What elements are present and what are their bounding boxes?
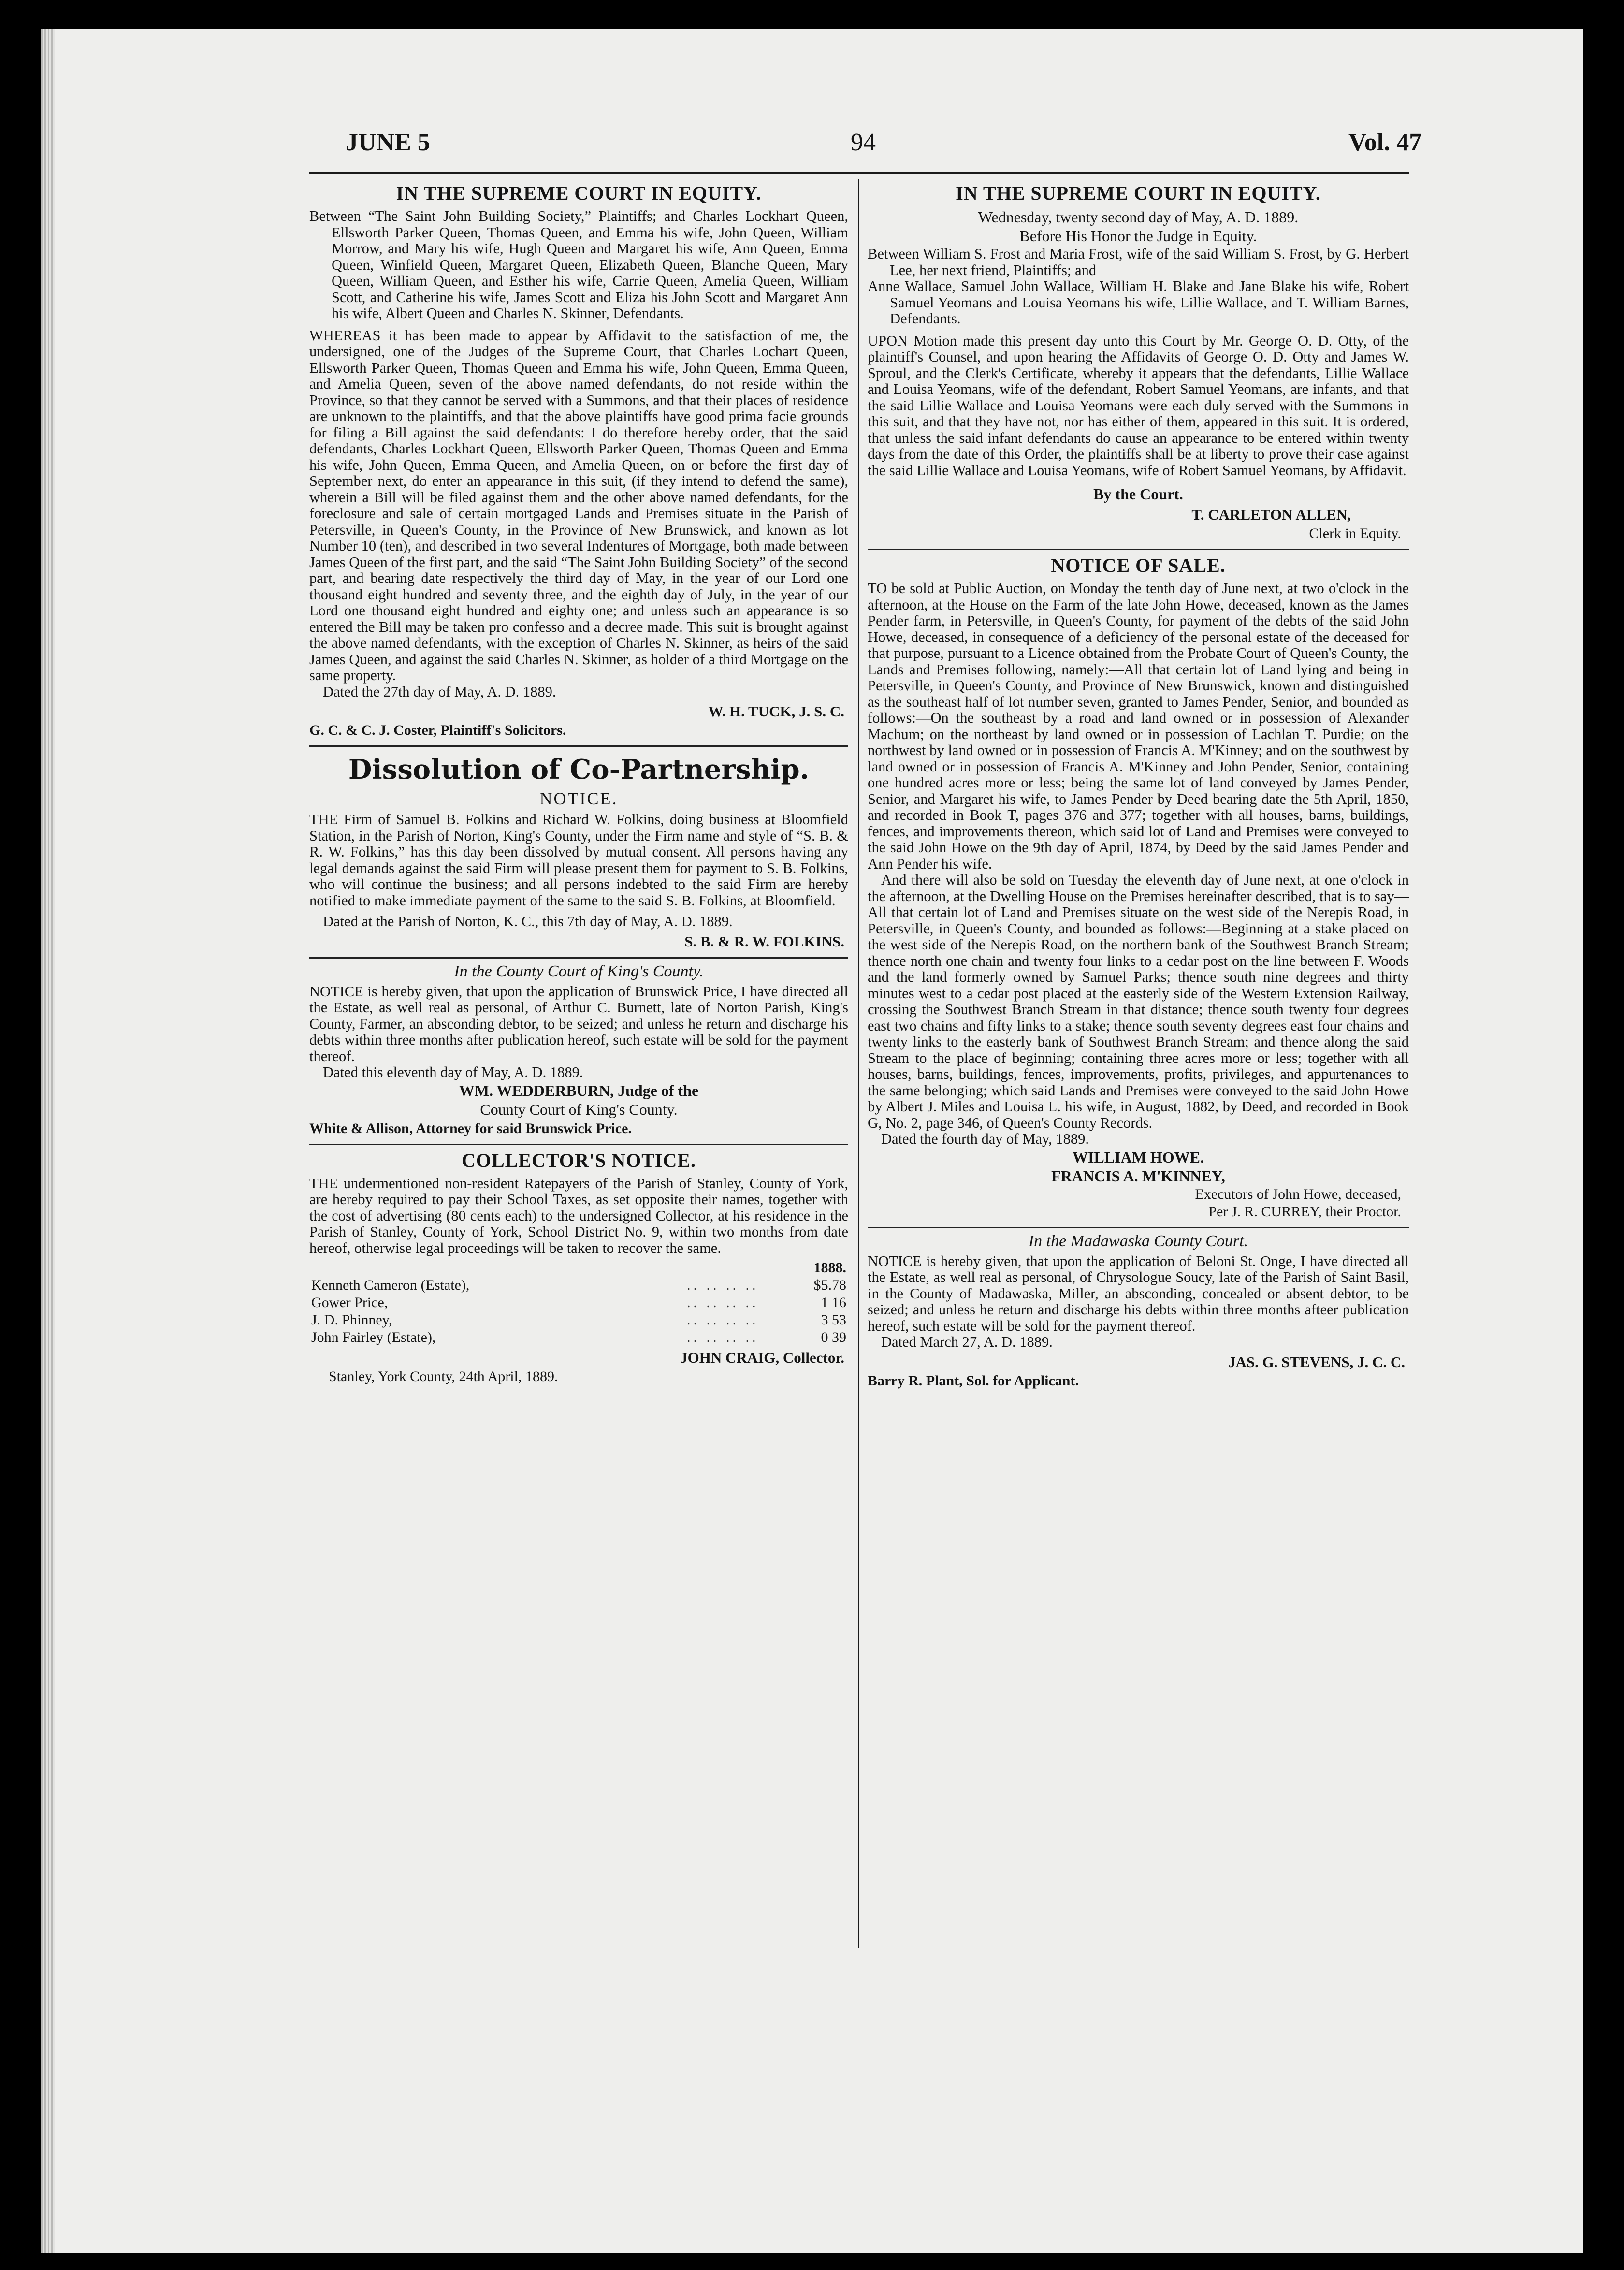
dated-line: Dated March 27, A. D. 1889. [881, 1334, 1053, 1350]
ratepayer-name: Gower Price, [311, 1295, 388, 1310]
ratepayer-table [309, 1259, 848, 1346]
judge-signature: W. H. TUCK, J. S. C. [708, 703, 844, 720]
section-rule [309, 957, 848, 959]
page-stack-edge [41, 29, 55, 2253]
signature: S. B. & R. W. FOLKINS. [684, 932, 844, 950]
ratepayer-amount: 3 53 [821, 1312, 846, 1328]
section-title: NOTICE OF SALE. [1051, 554, 1226, 576]
header-page-number: 94 [851, 129, 876, 156]
notice-body: NOTICE is hereby given, that upon the application of Brunswick Price, I have directed all the Estate, as well real as personal, of Arthur C. Burnett, late of Norton Parish, King's County, Farmer, an absconding debtor, to be seized; and unless he return and discharge his debts within three months after publication hereof, such estate will be sold for the payment thereof. [309, 983, 848, 1064]
ratepayer-amount: $5.78 [813, 1277, 846, 1293]
notice-body: THE undermentioned non-resident Ratepayers of the Parish of Stanley, County of York, are hereby required to pay their School Taxes, as set opposite their names, together with the cost of advertising (80 cents each) to the undersigned Collector, at his residence in the Parish of Stanley, County of York, School District No. 9, within two months from date hereof, otherwise legal proceedings will be taken to recover the same. [309, 1175, 848, 1256]
madawaska-notice [868, 1232, 1409, 1389]
executors-line: Executors of John Howe, deceased, [1195, 1186, 1401, 1202]
header-rule [309, 172, 1409, 174]
leader-dots: .. .. .. .. [686, 1277, 759, 1293]
dated-line: Dated at the Parish of Norton, K. C., this 7th day of May, A. D. 1889. [323, 913, 733, 930]
leader-dots: .. .. .. .. [686, 1295, 759, 1310]
ratepayer-name: John Fairley (Estate), [311, 1329, 436, 1345]
ratepayer-amount: 1 16 [821, 1295, 846, 1310]
leader-dots: .. .. .. .. [686, 1329, 759, 1345]
before-judge: Before His Honor the Judge in Equity. [1019, 227, 1257, 245]
ratepayer-name: J. D. Phinney, [311, 1312, 392, 1328]
notice-body: THE Firm of Samuel B. Folkins and Richard W. Folkins, doing business at Bloomfield Station, in the Parish of Norton, King's County, under the Firm name and style of “S. B. & R. W. Folkins,” has this day been dissolved by mutual consent. All persons having any legal demands against the said Firm will please present them for payment to S. B. Folkins, who will continue the business; and all persons indebted to the said Firm are hereby notified to make immediate payment of the same to the said S. B. Folkins, at Bloomfield. [309, 811, 848, 909]
plaintiffs: Between William S. Frost and Maria Frost, wife of the said William S. Frost, by G. Herbert Lee, her next friend, Plaintiffs; and [868, 246, 1409, 278]
section-title: Dissolution of Co-Partnership. [348, 754, 810, 786]
table-year: 1888. [813, 1260, 846, 1276]
section-rule [868, 549, 1409, 550]
right-column [868, 179, 1409, 1958]
county-court-notice [309, 962, 848, 1137]
by-the-court: By the Court. [1093, 485, 1183, 503]
order-body: UPON Motion made this present day unto this Court by Mr. George O. D. Otty, of the plaintiff's Counsel, and upon hearing the Affidavits of George O. D. Otty and James W. Sproul, and the Clerk's Certificate, whereby it appears that the defendants, Lillie Wallace and Louisa Yeomans, wife of the defendant, Robert Samuel Yeomans, are infants, and that the said Lillie Wallace and Louisa Yeomans were each duly served with the Summons in this suit, and that they have not, nor has either of them, appeared in this suit. It is ordered, that unless the said infant defendants do cause an appearance to be entered within twenty days from the date of this Order, the plaintiffs shall be at liberty to prove their case against the said Lillie Wallace and Louisa Yeomans, wife of Robert Samuel Yeomans, by Affidavit. [868, 332, 1409, 479]
executor-2: FRANCIS A. M'KINNEY, [1051, 1167, 1225, 1185]
section-title: IN THE SUPREME COURT IN EQUITY. [396, 182, 762, 204]
left-column [309, 179, 848, 1919]
clerk-signature: T. CARLETON ALLEN, [1191, 506, 1351, 523]
solicitors: G. C. & C. J. Coster, Plaintiff's Solicitors. [309, 722, 566, 738]
defendants: Anne Wallace, Samuel John Wallace, William H. Blake and Jane Blake his wife, Robert Samuel Yeomans and Louisa Yeomans his wife, Lillie Wallace, and T. William Barnes, Defendants. [868, 278, 1409, 327]
order-body: WHEREAS it has been made to appear by Affidavit to the satisfaction of me, the undersigned, one of the Judges of the Supreme Court, that Charles Lochart Queen, Ellsworth Parker Queen, Thomas Queen and Emma his wife, John Queen, Emma Queen, and Amelia Queen, seven of the above named defendants, do not reside within the Province, so that they cannot be served with a Summons, and that their places of residence are unknown to the plaintiffs, and that the above plaintiffs have good prima facie grounds for filing a Bill against the said defendants: I do therefore hereby order, that the said defendants, Charles Lockhart Queen, Ellsworth Parker Queen, Thomas Queen and Emma his wife, John Queen, Emma Queen, and Amelia Queen, on or before the first day of September next, do enter an appearance in this suit, (if they intend to defend the same), wherein a Bill will be filed against them and the other above named defendants, for the foreclosure and sale of certain mortgaged Lands and Premises situate in the Parish of Petersville, in Queen's County, in the Province of New Brunswick, and known as lot Number 10 (ten), and described in two several Indentures of Mortgage, both made between James Queen of the first part, and the said “The Saint John Building Society” of the second part, and bearing date respectively the third day of May, in the year of our Lord one thousand eight hundred and seventy three, and the eighth day of July, in the year of our Lord one thousand eight hundred and eighty one; and unless such an appearance is so entered the Bill may be taken pro confesso and a decree made. This suit is brought against the above named defendants, with the exception of Charles N. Skinner, as heirs of the said James Queen, and against the said Charles N. Skinner, as holder of a third Mortgage on the same property. [309, 327, 848, 684]
place-date: Stanley, York County, 24th April, 1889. [329, 1368, 558, 1384]
notice-of-sale [868, 554, 1409, 1220]
leader-dots: .. .. .. .. [686, 1312, 759, 1328]
table-row [309, 1294, 848, 1311]
ratepayer-name: Kenneth Cameron (Estate), [311, 1277, 470, 1293]
table-row [309, 1277, 848, 1294]
notice-heading: NOTICE. [539, 789, 618, 808]
section-title: In the County Court of King's County. [454, 962, 704, 980]
court-date: Wednesday, twenty second day of May, A. D. 1889. [978, 208, 1299, 226]
supreme-court-notice-1 [309, 182, 848, 739]
dissolution-notice [309, 754, 848, 950]
dated-line: Dated the 27th day of May, A. D. 1889. [323, 683, 556, 700]
header-date: JUNE 5 [346, 129, 430, 156]
notice-body: NOTICE is hereby given, that upon the application of Beloni St. Onge, I have directed all the Estate, as well real as personal, of Chrysologue Soucy, late of the Parish of Saint Basil, in the County of Madawaska, Miller, an absconding, concealed or absent debtor, to be seized; and unless he return and discharge his debts within three months afteer publication hereof, such estate will be sold for the payment thereof. [868, 1252, 1409, 1334]
collector-signature: JOHN CRAIG, Collector. [680, 1349, 844, 1366]
dated-line: Dated the fourth day of May, 1889. [881, 1131, 1089, 1147]
judge-signature: JAS. G. STEVENS, J. C. C. [1228, 1353, 1405, 1370]
sale-body-1: TO be sold at Public Auction, on Monday the tenth day of June next, at two o'clock in the afternoon, at the House on the Farm of the late John Howe, deceased, known as the James Pender farm, in Petersville, in Queen's County, for payment of the debts of the said John Howe, deceased, in consequence of a deficiency of the personal estate of the deceased for that purpose, pursuant to a Licence obtained from the Probate Court of Queen's County, the Lands and Premises following, namely:—All that certain lot of Land lying and being in Petersville, in Queen's County, and Province of New Brunswick, known and distinguished as the southeast half of lot number seven, granted to James Pender, Senior, and bounded as follows:—On the southeast by a road and land owned or in possession of Alexander Machum; on the northeast by land owned or in possession of Lachlan T. Purdie; on the northwest by land owned or in possession of Francis A. M'Kinney; and on the southwest by land owned or in possession of Francis A. M'Kinney and John Pender, Senior, containing one hundred acres more or less; being the same lot of land conveyed by James Pender, Senior, and Margaret his wife, to James Pender by Deed bearing date the 5th April, 1850, and recorded in Book T, pages 376 and 377; together with all houses, barns, buildings, fences, and improvements thereon, which said lot of Land and Premises were conveyed to the said John Howe on the 9th day of April, 1874, by Deed by the said James Pender and Ann Pender his wife. [868, 580, 1409, 872]
proctor-line: Per J. R. CURREY, their Proctor. [1208, 1203, 1401, 1220]
solicitor: Barry R. Plant, Sol. for Applicant. [868, 1372, 1079, 1389]
judge-title: County Court of King's County. [480, 1100, 678, 1118]
supreme-court-notice-2 [868, 182, 1409, 542]
section-rule [309, 745, 848, 747]
sale-body-2: And there will also be sold on Tuesday the eleventh day of June next, at one o'clock in the afternoon, at the Dwelling House on the Premises hereinafter described, that is to say—All that certain lot of Land and Premises situate on the west side of the Nerepis Road, in Petersville, in Queen's County, and bounded as follows:—Beginning at a stake placed on the west side of the Nerepis Road, on the northern bank of the Southwest Branch Stream; thence north one chain and twenty four links to a cedar post on the line between F. Woods and the land formerly owned by Samuel Parks; thence south nine degrees and thirty minutes west to a cedar post placed at the easterly side of the Western Extension Railway, crossing the Southwest Branch Stream in that distance; thence south twenty four degrees east two chains and fifty links to a stake; thence south seventy degrees east four chains and twenty links to the easterly bank of Southwest Branch Stream; and thence along the said Stream to the place of beginning; containing three acres more or less; together with all houses, barns, buildings, fences, improvements, profits, privileges, and appurtenances to the same belonging; which said Lands and Premises were conveyed to the said John Howe by Albert J. Miles and Louisa L. his wife, in August, 1882, by Deed, and recorded in Book G, No. 2, page 346, of Queen's County Records. [868, 872, 1409, 1131]
section-title: IN THE SUPREME COURT IN EQUITY. [956, 182, 1321, 204]
section-title: COLLECTOR'S NOTICE. [461, 1149, 696, 1171]
parties: Between “The Saint John Building Society,” Plaintiffs; and Charles Lockhart Queen, Ellsworth Parker Queen, Thomas Queen, and Emma his wife, John Queen, William Morrow, and Mary his wife, Hugh Queen and Margaret his wife, Ann Queen, Emma Queen, Winfield Queen, Margaret Queen, Elizabeth Queen, Blanche Queen, Mary Queen, William Queen, and Esther his wife, Carrie Queen, Amelia Queen, William Scott, and Catherine his wife, James Scott and Eliza his John Scott and Margaret Ann his wife, Albert Queen and Charles N. Skinner, Defendants. [309, 208, 848, 321]
ratepayer-amount: 0 39 [821, 1329, 846, 1345]
executor-1: WILLIAM HOWE. [1072, 1148, 1204, 1166]
header-volume: Vol. 47 [1348, 129, 1422, 156]
table-row [309, 1311, 848, 1329]
section-title: In the Madawaska County Court. [1028, 1232, 1248, 1250]
table-row [309, 1329, 848, 1346]
attorney: White & Allison, Attorney for said Brunswick Price. [309, 1120, 632, 1136]
section-rule [868, 1227, 1409, 1228]
collectors-notice [309, 1149, 848, 1385]
dated-line: Dated this eleventh day of May, A. D. 1889. [323, 1064, 583, 1080]
section-rule [309, 1144, 848, 1145]
clerk-title: Clerk in Equity. [1309, 525, 1401, 541]
judge-signature: WM. WEDDERBURN, Judge of the [459, 1081, 699, 1099]
column-divider [858, 179, 859, 1948]
